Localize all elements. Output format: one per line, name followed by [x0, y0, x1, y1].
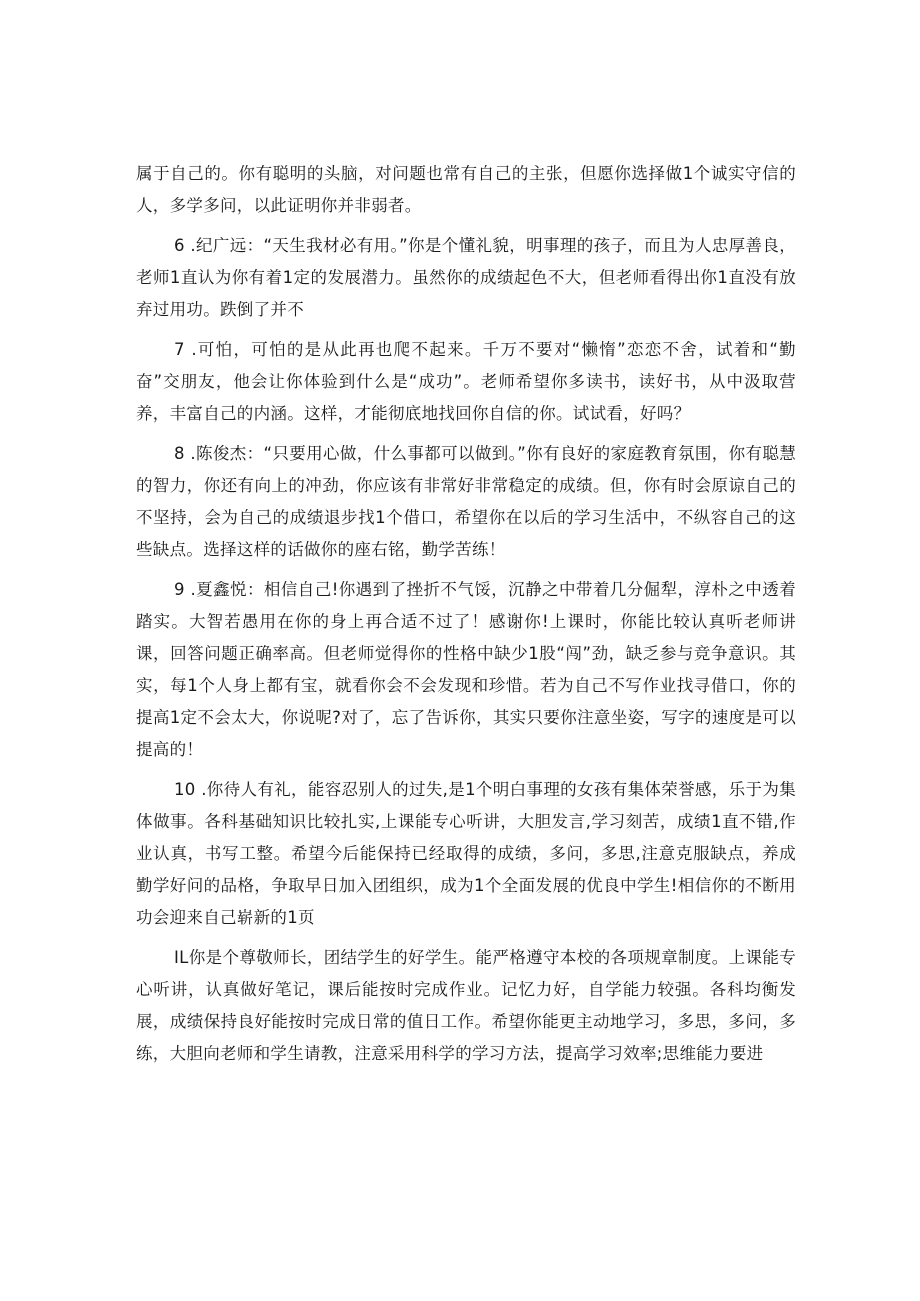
document-body — [136, 158, 796, 1078]
paragraph-item-11: IL你是个尊敬师长，团结学生的好学生。能严格遵守本校的各项规章制度。上课能专心听讲，认真做好笔记，课后能按时完成作业。记忆力好，自学能力较强。各科均衡发展，成绩保持良好能按时完成日常的值日工作。希望你能更主动地学习，多思，多问，多练，大胆向老师和学生请教，注意采用科学的学习方法，提高学习效率;思维能力要进 — [136, 948, 796, 1063]
paragraph-item-7: 7 .可怕，可怕的是从此再也爬不起来。千万不要对“懒惰”恋恋不舍，试着和“勤奋”交朋友，他会让你体验到什么是“成功”。老师希望你多读书，读好书，从中汲取营养，丰富自己的内涵。这样，才能彻底地找回你自信的你。试试看，好吗？ — [136, 340, 796, 423]
paragraph-continuation: 属于自己的。你有聪明的头脑，对问题也常有自己的主张，但愿你选择做1个诚实守信的人，多学多问，以此证明你并非弱者。 — [136, 164, 796, 215]
paragraph-item-10: 10 .你待人有礼，能容忍别人的过失,是1个明白事理的女孩有集体荣誉感，乐于为集体做事。各科基础知识比较扎实,上课能专心听讲，大胆发言,学习刻苦，成绩1直不错,作业认真，书写工整。希望今后能保持已经取得的成绩，多问，多思,注意克服缺点，养成勤学好问的品格，争取早日加入团组织，成为1个全面发展的优良中学生!相信你的不断用功会迎来自己崭新的1页 — [136, 780, 796, 927]
paragraph-item-6: 6 .纪广远：“天生我材必有用。”你是个懂礼貌，明事理的孩子，而且为人忠厚善良，老师1直认为你有着1定的发展潜力。虽然你的成绩起色不大，但老师看得出你1直没有放弃过用功。跌倒了并不 — [136, 236, 796, 319]
paragraph-item-8: 8 .陈俊杰：“只要用心做，什么事都可以做到。”你有良好的家庭教育氛围，你有聪慧的智力，你还有向上的冲劲，你应该有非常好非常稳定的成绩。但，你有时会原谅自己的不坚持，会为自己的成绩退步找1个借口，希望你在以后的学习生活中，不纵容自己的这些缺点。选择这样的话做你的座右铭，勤学苦练！ — [136, 444, 796, 559]
paragraph-item-9: 9 .夏鑫悦：相信自己!你遇到了挫折不气馁，沉静之中带着几分倔犁，淳朴之中透着踏实。大智若愚用在你的身上再合适不过了！感谢你!上课时，你能比较认真听老师讲课，回答问题正确率高。但老师觉得你的性格中缺少1股“闯”劲，缺乏参与竞争意识。其实，每1个人身上都有宝，就看你会不会发现和珍惜。若为自己不写作业找寻借口，你的提高1定不会太大，你说呢?对了，忘了告诉你，其实只要你注意坐姿，写字的速度是可以提高的！ — [136, 580, 796, 759]
